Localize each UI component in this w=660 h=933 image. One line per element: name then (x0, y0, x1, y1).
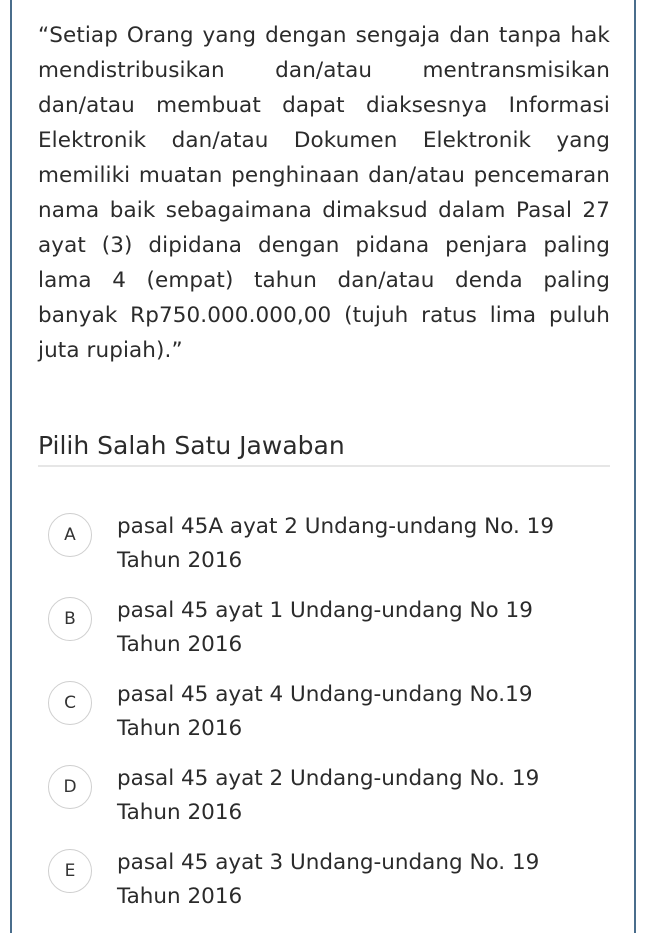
option-b-text[interactable]: pasal 45 ayat 1 Undang-undang No 19 Tahun 2016 (117, 598, 533, 657)
option-a-letter[interactable]: A (48, 513, 92, 557)
section-divider (38, 465, 610, 467)
option-c-letter[interactable]: C (48, 681, 92, 725)
option-b[interactable] (48, 594, 608, 678)
option-a-text[interactable]: pasal 45A ayat 2 Undang-undang No. 19 Tahun 2016 (117, 514, 555, 573)
option-d-text[interactable]: pasal 45 ayat 2 Undang-undang No. 19 Tahun 2016 (117, 766, 540, 825)
option-d[interactable] (48, 762, 608, 846)
option-b-letter[interactable]: B (48, 597, 92, 641)
option-e-letter[interactable]: E (48, 849, 92, 893)
option-d-letter[interactable]: D (48, 765, 92, 809)
option-a[interactable] (48, 510, 608, 594)
answer-section-title: Pilih Salah Satu Jawaban (38, 431, 345, 460)
question-text: “Setiap Orang yang dengan sengaja dan tanpa hak mendistribusikan dan/atau mentransmisikan dan/atau membuat dapat diaksesnya Informasi Elektronik dan/atau Dokumen Elektronik yang memiliki muatan penghinaan dan/atau pencemaran nama baik sebagaimana dimaksud dalam Pasal 27 ayat (3) dipidana dengan pidana penjara paling lama 4 (empat) tahun dan/atau denda paling banyak Rp750.000.000,00 (tujuh ratus lima puluh juta rupiah).” (38, 23, 610, 363)
option-e-text[interactable]: pasal 45 ayat 3 Undang-undang No. 19 Tahun 2016 (117, 850, 540, 909)
option-c-text[interactable]: pasal 45 ayat 4 Undang-undang No.19 Tahun 2016 (117, 682, 533, 741)
question-card (10, 0, 636, 933)
answer-options-list (48, 510, 608, 930)
option-e[interactable] (48, 846, 608, 930)
option-c[interactable] (48, 678, 608, 762)
